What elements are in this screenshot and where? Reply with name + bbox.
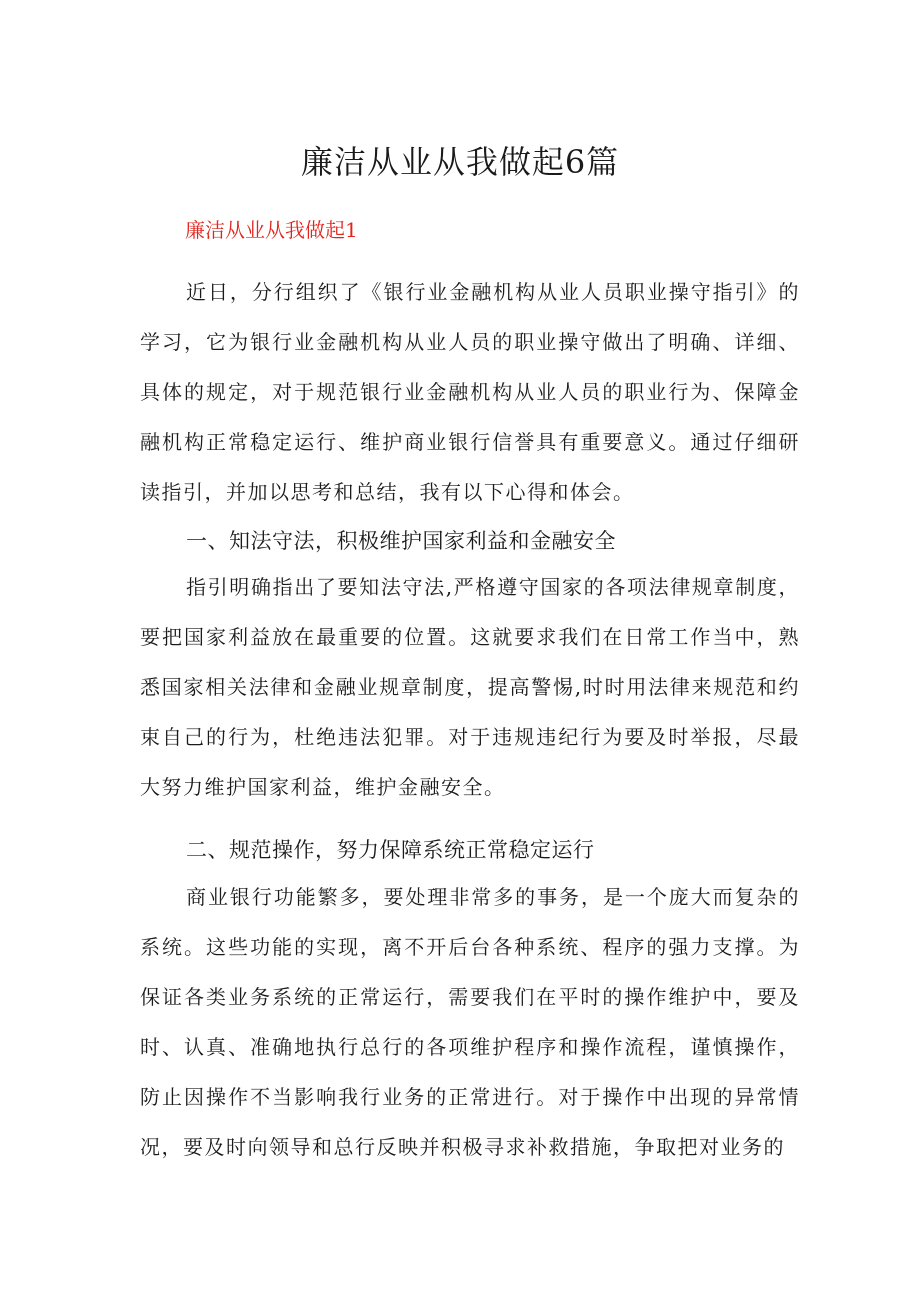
paragraph-section-2: 商业银行功能繁多，要处理非常多的事务，是一个庞大而复杂的系统。这些功能的实现，离不开后台各种系统、程序的强力支撑。为保证各类业务系统的正常运行，需要我们在平时的操作维护中，要及时、认真、准确地执行总行的各项维护程序和操作流程，谨慎操作，防止因操作不当影响我行业务的正常进行。对于操作中出现的异常情况，要及时向领导和总行反映并积极寻求补救措施，争取把对业务的 [140,885,800,1159]
section-heading-1: 一、知法守法，积极维护国家利益和金融安全 [186,529,616,553]
paragraph-section-1: 指引明确指出了要知法守法,严格遵守国家的各项法律规章制度，要把国家利益放在最重要的位置。这就要求我们在日常工作当中，熟悉国家相关法律和金融业规章制度，提高警惕,时时用法律来规范和约束自己的行为，杜绝违法犯罪。对于违规违纪行为要及时举报，尽最大努力维护国家利益，维护金融安全。 [140,575,800,799]
article-subtitle: 廉洁从业从我做起1 [185,218,358,242]
section-heading-2: 二、规范操作，努力保障系统正常稳定运行 [186,838,595,862]
paragraph-intro: 近日，分行组织了《银行业金融机构从业人员职业操守指引》的学习，它为银行业金融机构从业人员的职业操守做出了明确、详细、具体的规定，对于规范银行业金融机构从业人员的职业行为、保障金融机构正常稳定运行、维护商业银行信誉具有重要意义。通过仔细研读指引，并加以思考和总结，我有以下心得和体会。 [140,280,800,504]
document-title: 廉洁从业从我做起6篇 [300,143,620,181]
